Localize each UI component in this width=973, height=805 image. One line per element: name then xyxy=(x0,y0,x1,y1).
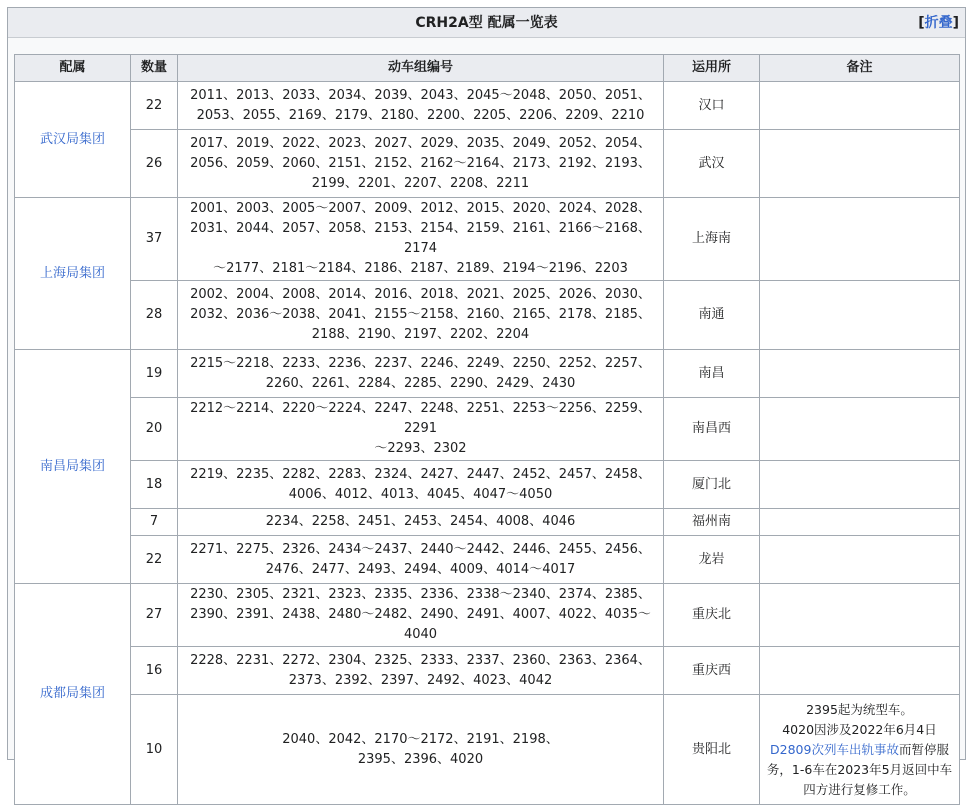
depot: 南通 xyxy=(664,281,760,350)
header-bureau: 配属 xyxy=(15,55,131,82)
collapse-link[interactable]: 折叠 xyxy=(924,15,953,31)
train-numbers xyxy=(178,584,664,647)
train-numbers-line: 2234、2258、2451、2453、2454、4008、4046 xyxy=(265,514,576,529)
train-numbers-line: 2212～2214、2220～2224、2247、2248、2251、2253～2256、2259、2291 xyxy=(190,401,651,436)
header-numbers: 动车组编号 xyxy=(178,55,664,82)
train-numbers-line: 2001、2003、2005～2007、2009、2012、2015、2020、2024、2028、 xyxy=(190,201,651,216)
unit-count: 22 xyxy=(131,536,178,584)
unit-count: 26 xyxy=(131,130,178,198)
header-notes: 备注 xyxy=(760,55,960,82)
unit-count: 18 xyxy=(131,461,178,509)
table-row xyxy=(15,695,960,805)
depot: 南昌西 xyxy=(664,398,760,461)
notes-cell xyxy=(760,584,960,647)
notes-cell xyxy=(760,281,960,350)
navbox-body xyxy=(14,54,959,805)
depot: 贵阳北 xyxy=(664,695,760,805)
table-row xyxy=(15,398,960,461)
bureau-link[interactable]: 成都局集团 xyxy=(15,584,131,805)
header-row xyxy=(15,55,960,82)
depot: 厦门北 xyxy=(664,461,760,509)
train-numbers xyxy=(178,198,664,281)
unit-count: 37 xyxy=(131,198,178,281)
train-numbers-line: 2230、2305、2321、2323、2335、2336、2338～2340、2374、2385、 xyxy=(190,587,651,602)
assignment-table xyxy=(14,54,960,805)
collapse-toggle: [折叠] xyxy=(918,15,959,31)
train-numbers-line: 2373、2392、2397、2492、4023、4042 xyxy=(288,672,553,688)
notes-cell xyxy=(760,461,960,509)
train-numbers xyxy=(178,350,664,398)
train-numbers-line: 2260、2261、2284、2285、2290、2429、2430 xyxy=(265,375,576,391)
bureau-link[interactable]: 上海局集团 xyxy=(15,198,131,350)
accident-link[interactable]: D2809次列车出轨事故 xyxy=(770,741,899,757)
train-numbers xyxy=(178,695,664,805)
train-numbers-line: 2476、2477、2493、2494、4009、4014～4017 xyxy=(265,561,576,577)
table-row xyxy=(15,281,960,350)
depot: 南昌 xyxy=(664,350,760,398)
train-numbers-line: 2011、2013、2033、2034、2039、2043、2045～2048、2050、2051、 xyxy=(190,87,651,103)
table-row xyxy=(15,461,960,509)
table-row xyxy=(15,647,960,695)
notes-cell xyxy=(760,398,960,461)
bureau-link[interactable]: 南昌局集团 xyxy=(15,350,131,584)
train-numbers xyxy=(178,281,664,350)
table-row xyxy=(15,584,960,647)
train-numbers-line: 2032、2036～2038、2041、2155～2158、2160、2165、2178、2185、 xyxy=(190,307,651,322)
notes-cell xyxy=(760,647,960,695)
train-numbers-line: 2031、2044、2057、2058、2153、2154、2159、2161、2166～2168、2174 xyxy=(190,221,651,256)
table-body xyxy=(15,82,960,805)
unit-count: 20 xyxy=(131,398,178,461)
train-numbers-line: 2053、2055、2169、2179、2180、2200、2205、2206、2209、2210 xyxy=(196,107,645,123)
train-numbers xyxy=(178,398,664,461)
navbox-title-bar xyxy=(8,8,965,38)
table-row xyxy=(15,198,960,281)
train-numbers-line: 2188、2190、2197、2202、2204 xyxy=(311,327,530,342)
unit-count: 16 xyxy=(131,647,178,695)
train-numbers-line: 2228、2231、2272、2304、2325、2333、2337、2360、2363、2364、 xyxy=(190,652,651,668)
depot: 龙岩 xyxy=(664,536,760,584)
train-numbers-line: 2271、2275、2326、2434～2437、2440～2442、2446、2455、2456、 xyxy=(190,541,651,557)
note-line: 2395起为统型车。 xyxy=(806,701,913,717)
table-row xyxy=(15,82,960,130)
unit-count: 27 xyxy=(131,584,178,647)
note-line xyxy=(763,740,956,800)
unit-count: 10 xyxy=(131,695,178,805)
depot: 武汉 xyxy=(664,130,760,198)
notes-cell xyxy=(760,695,960,805)
depot: 福州南 xyxy=(664,509,760,536)
note-text: 而暂停服务，1-6车在2023年5月返回中车四方进行复修工作。 xyxy=(766,741,953,797)
notes-cell xyxy=(760,82,960,130)
unit-count: 7 xyxy=(131,509,178,536)
unit-count: 22 xyxy=(131,82,178,130)
notes-cell xyxy=(760,130,960,198)
train-numbers-line: 2219、2235、2282、2283、2324、2427、2447、2452、2457、2458、 xyxy=(190,466,651,482)
note-line: 4020因涉及2022年6月4日 xyxy=(782,721,937,737)
navbox xyxy=(7,7,966,797)
table-row xyxy=(15,350,960,398)
train-numbers-line: 2017、2019、2022、2023、2027、2029、2035、2049、2052、2054、 xyxy=(190,135,651,151)
train-numbers-line: 2002、2004、2008、2014、2016、2018、2021、2025、2026、2030、 xyxy=(190,287,651,302)
train-numbers-line: 4006、4012、4013、4045、4047～4050 xyxy=(288,486,553,502)
table-row xyxy=(15,130,960,198)
train-numbers-line: ～2177、2181～2184、2186、2187、2189、2194～2196、2203 xyxy=(213,261,628,276)
train-numbers xyxy=(178,509,664,536)
depot: 重庆西 xyxy=(664,647,760,695)
train-numbers-line: 2215～2218、2233、2236、2237、2246、2249、2250、2252、2257、 xyxy=(190,355,651,371)
train-numbers xyxy=(178,130,664,198)
unit-count: 19 xyxy=(131,350,178,398)
bureau-link[interactable]: 武汉局集团 xyxy=(15,82,131,198)
train-numbers xyxy=(178,536,664,584)
header-depot: 运用所 xyxy=(664,55,760,82)
train-numbers-line: 2395、2396、4020 xyxy=(357,751,484,767)
notes-cell xyxy=(760,198,960,281)
train-numbers xyxy=(178,82,664,130)
navbox-title: CRH2A型 配属一览表 xyxy=(415,15,558,31)
train-numbers-line: ～2293、2302 xyxy=(374,441,467,456)
header-count: 数量 xyxy=(131,55,178,82)
train-numbers-line: 2390、2391、2438、2480～2482、2490、2491、4007、4022、4035～4040 xyxy=(190,607,651,642)
train-numbers-line: 2199、2201、2207、2208、2211 xyxy=(311,175,530,191)
train-numbers-line: 2040、2042、2170～2172、2191、2198、 xyxy=(282,731,559,747)
train-numbers-line: 2056、2059、2060、2151、2152、2162～2164、2173、2192、2193、 xyxy=(190,155,651,171)
table-row xyxy=(15,536,960,584)
table-row xyxy=(15,509,960,536)
depot: 上海南 xyxy=(664,198,760,281)
notes-cell xyxy=(760,509,960,536)
notes-cell xyxy=(760,536,960,584)
train-numbers xyxy=(178,461,664,509)
depot: 汉口 xyxy=(664,82,760,130)
depot: 重庆北 xyxy=(664,584,760,647)
train-numbers xyxy=(178,647,664,695)
unit-count: 28 xyxy=(131,281,178,350)
notes-cell xyxy=(760,350,960,398)
